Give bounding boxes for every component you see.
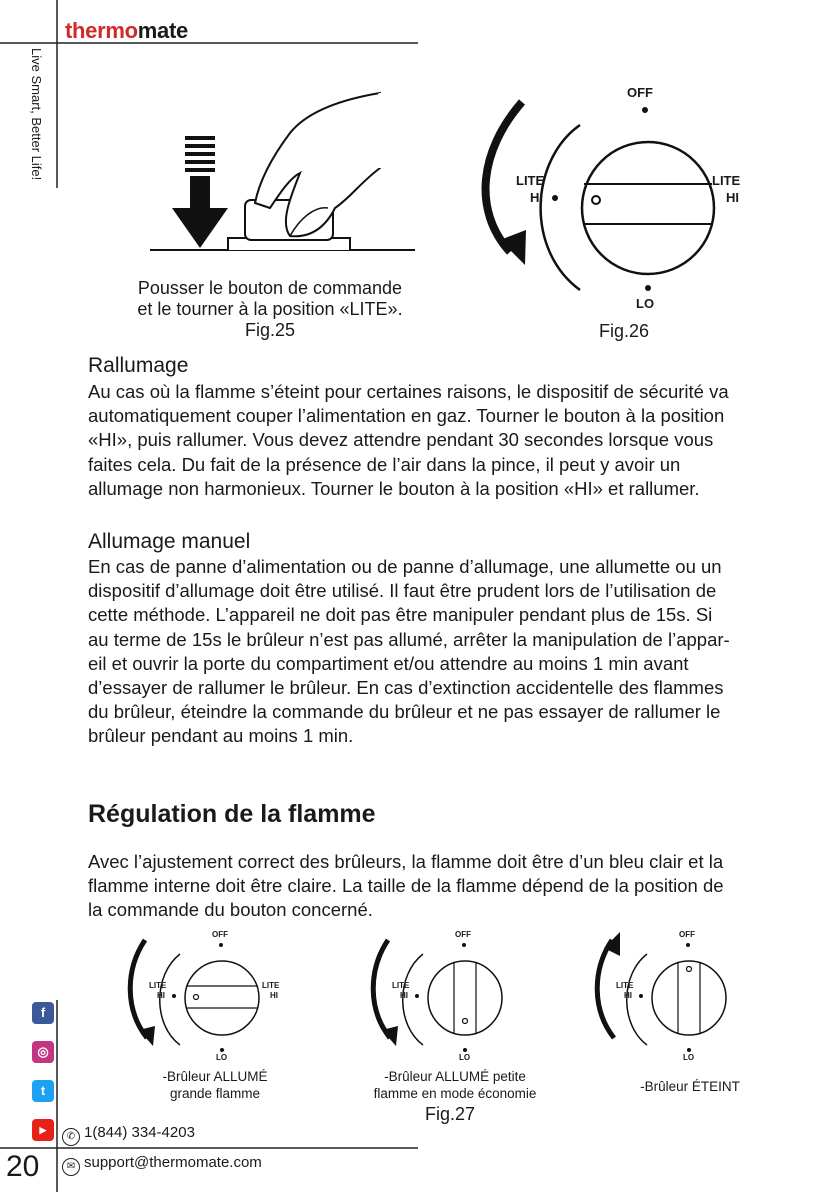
youtube-icon[interactable]: ▶ [32, 1119, 54, 1141]
section-title-rallumage: Rallumage [88, 354, 189, 377]
fig26-label-lite-right: LITE [712, 173, 741, 188]
page-number: 20 [6, 1150, 40, 1183]
fig27-label: Fig.27 [424, 1104, 476, 1124]
knob2-lo: LO [459, 1053, 471, 1062]
fig26-label-lite-left: LITE [516, 173, 545, 188]
fig26-caption: Fig.26 [598, 321, 650, 341]
knob3-hi-l: HI [624, 991, 632, 1000]
knob2-lite-l: LITE [392, 981, 410, 990]
fig27-knob-2 [368, 930, 548, 1060]
regulation-text: Avec l’ajustement correct des brûleurs, la flamme doit être d’un bleu clair et la flamme interne doit être claire. La taille de la flamme dépend de la position de la commande du bouton concerné. [88, 851, 724, 921]
tagline: Live Smart, Better Life! [29, 48, 44, 181]
knob1-lite-l: LITE [149, 981, 167, 990]
phone-icon: ✆ [62, 1128, 80, 1146]
fig25-illustration [150, 88, 420, 260]
fig25-caption: Pousser le bouton de commande et le tourner à la position «LITE». Fig.25 [137, 278, 403, 340]
rallumage-text: Au cas où la flamme s’éteint pour certaines raisons, le dispositif de sécurité va automatiquement couper l’alimentation en gaz. Tourner le bouton à la position «HI», puis rallumer. Vous devez attendre pendant 30 secondes lorsque vous faites cela. Du fait de la présence de l’air dans la pince, il peut y avoir un allumage non harmonieux. Tourner le bouton à la position «HI» et rallumer. [88, 381, 729, 499]
knob3-caption: -Brûleur ÉTEINT [640, 1079, 740, 1094]
knob1-caption: -Brûleur ALLUMÉ grande flamme [162, 1069, 268, 1101]
knob3-lite-l: LITE [616, 981, 634, 990]
knob3-off: OFF [679, 930, 695, 939]
fig26-label-lo: LO [636, 296, 655, 311]
facebook-icon[interactable]: f [32, 1002, 54, 1024]
section-title-regulation: Régulation de la flamme [88, 800, 376, 828]
fig27-knob-1 [125, 930, 305, 1060]
section-title-manuel: Allumage manuel [88, 530, 251, 553]
knob1-lo: LO [216, 1053, 228, 1062]
knob2-caption: -Brûleur ALLUMÉ petite flamme en mode économie [373, 1069, 537, 1101]
manuel-text: En cas de panne d’alimentation ou de panne d’allumage, une allumette ou un dispositif d’allumage doit être utilisé. Il faut être prudent lors de l’utilisation de cette méthode. L’appareil ne doit pas être manipuler pendant plus de 15s. Si au terme de 15s le brûleur n’est pas allumé, arrêter la manipulation de l’appar- eil et ouvrir la porte du compartiment et/ou attendre au moins 1 min avant d’essayer de rallumer le brûleur. En cas d’extinction accidentelle des flammes du brûleur, éteindre la commande du brûleur et ne pas essayer de rallumer le brûleur pendant au moins 1 min. [88, 556, 730, 747]
fig26-label-off: OFF [627, 85, 653, 100]
knob2-off: OFF [455, 930, 471, 939]
footer-email[interactable]: ✉ support@thermomate.com [62, 1154, 262, 1176]
email-icon: ✉ [62, 1158, 80, 1176]
instagram-icon[interactable]: ◎ [32, 1041, 54, 1063]
knob1-off: OFF [212, 930, 228, 939]
brand-logo: thermomate [65, 18, 188, 43]
footer-phone[interactable]: ✆ 1(844) 334-4203 [62, 1124, 195, 1146]
fig26-knob-diagram [470, 80, 780, 330]
knob1-lite-r: LITE [262, 981, 280, 990]
knob1-hi-r: HI [270, 991, 278, 1000]
knob1-hi-l: HI [157, 991, 165, 1000]
fig26-label-hi-right: HI [726, 190, 739, 205]
knob3-lo: LO [683, 1053, 695, 1062]
fig26-label-hi-left: HI [530, 190, 543, 205]
twitter-icon[interactable]: t [32, 1080, 54, 1102]
knob2-hi-l: HI [400, 991, 408, 1000]
fig27-knob-3 [592, 930, 772, 1060]
